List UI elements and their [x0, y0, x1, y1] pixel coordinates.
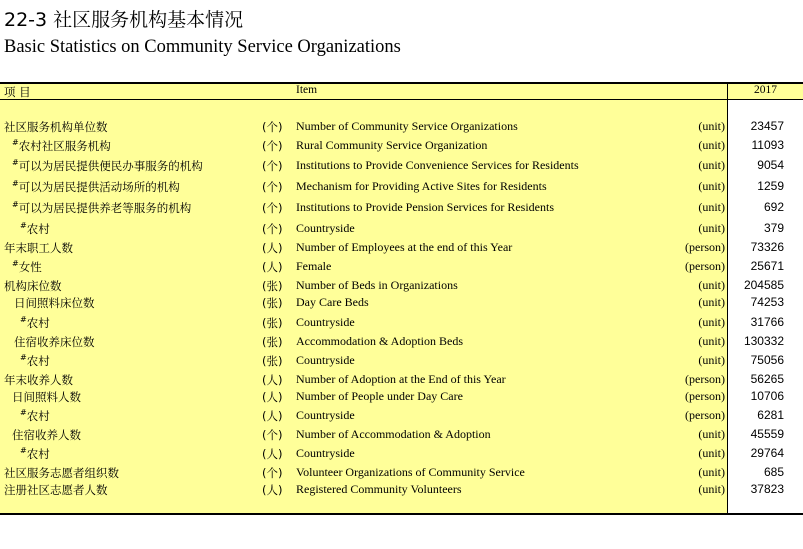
table-row — [0, 221, 803, 237]
table-row — [0, 138, 803, 154]
row-unit-english: (unit) — [698, 446, 725, 460]
subitem-marker: # — [20, 353, 27, 363]
subitem-marker: # — [12, 259, 19, 269]
row-unit-english: (unit) — [698, 315, 725, 329]
row-label-chinese-text: 农村 — [26, 447, 50, 461]
row-label-chinese — [12, 200, 191, 216]
row-label-chinese-text: 农村社区服务机构 — [18, 139, 111, 153]
row-value-2017: 29764 — [750, 446, 784, 460]
table-row — [0, 408, 803, 424]
row-label-chinese-text: 住宿收养人数 — [12, 428, 81, 442]
row-label-english: Number of Adoption at the End of this Year — [296, 372, 506, 386]
row-unit-chinese: (人) — [262, 260, 283, 274]
row-label-chinese — [20, 408, 50, 424]
row-label-chinese — [12, 158, 203, 174]
row-unit-chinese: (个) — [262, 428, 283, 442]
row-label-chinese-text: 日间照料床位数 — [14, 296, 95, 310]
row-unit-english: (unit) — [698, 482, 725, 496]
row-label-english: Countryside — [296, 446, 355, 460]
table-row — [0, 334, 803, 350]
row-label-chinese — [4, 482, 108, 498]
row-unit-chinese: (人) — [262, 483, 283, 497]
row-unit-english: (unit) — [698, 158, 725, 172]
row-unit-chinese: (个) — [262, 222, 283, 236]
row-label-chinese — [12, 138, 111, 154]
subitem-marker: # — [20, 221, 27, 231]
row-label-english: Countryside — [296, 353, 355, 367]
row-unit-chinese: (张) — [262, 279, 283, 293]
row-value-2017: 23457 — [750, 119, 784, 133]
row-label-chinese-text: 住宿收养床位数 — [14, 335, 95, 349]
row-label-chinese — [4, 240, 73, 256]
row-unit-chinese: (人) — [262, 241, 283, 255]
row-label-english: Female — [296, 259, 332, 273]
row-value-2017: 75056 — [750, 353, 784, 367]
row-label-chinese-text: 农村 — [26, 409, 50, 423]
table-header-rule — [0, 99, 803, 100]
row-label-chinese — [12, 389, 81, 405]
header-year: 2017 — [754, 84, 777, 96]
row-label-chinese-text: 日间照料人数 — [12, 390, 81, 404]
subitem-marker: # — [20, 446, 27, 456]
row-label-english: Institutions to Provide Pension Services for Residents — [296, 200, 554, 214]
row-value-2017: 56265 — [750, 372, 784, 386]
row-unit-chinese: (个) — [262, 139, 283, 153]
row-label-chinese-text: 年末收养人数 — [4, 373, 73, 387]
row-label-english: Mechanism for Providing Active Sites for Residents — [296, 179, 547, 193]
row-label-english: Number of Community Service Organizations — [296, 119, 518, 133]
table-row — [0, 179, 803, 195]
row-unit-chinese: (人) — [262, 409, 283, 423]
row-value-2017: 45559 — [750, 427, 784, 441]
row-label-chinese — [12, 179, 180, 195]
row-label-chinese-text: 可以为居民提供便民办事服务的机构 — [18, 159, 203, 173]
row-value-2017: 6281 — [757, 408, 784, 422]
row-unit-english: (person) — [685, 408, 725, 422]
statistics-table — [0, 82, 803, 515]
row-unit-chinese: (张) — [262, 296, 283, 310]
row-unit-english: (unit) — [698, 119, 725, 133]
row-value-2017: 9054 — [757, 158, 784, 172]
row-label-chinese — [4, 119, 108, 135]
row-label-chinese-text: 女性 — [18, 260, 42, 274]
row-unit-chinese: (张) — [262, 316, 283, 330]
row-unit-chinese: (张) — [262, 335, 283, 349]
subitem-marker: # — [12, 158, 19, 168]
table-row — [0, 446, 803, 462]
row-label-chinese-text: 可以为居民提供活动场所的机构 — [18, 180, 180, 194]
row-value-2017: 685 — [763, 465, 784, 479]
row-unit-english: (unit) — [698, 465, 725, 479]
row-value-2017: 73326 — [750, 240, 784, 254]
row-label-chinese-text: 农村 — [26, 316, 50, 330]
table-row — [0, 200, 803, 216]
row-label-chinese — [12, 259, 42, 275]
row-label-english: Countryside — [296, 315, 355, 329]
table-row — [0, 119, 803, 135]
table-row — [0, 372, 803, 388]
row-unit-english: (unit) — [698, 427, 725, 441]
row-label-chinese-text: 年末职工人数 — [4, 241, 73, 255]
table-row — [0, 240, 803, 256]
row-label-chinese — [20, 221, 50, 237]
row-label-english: Number of Employees at the end of this Year — [296, 240, 513, 254]
row-label-chinese-text: 可以为居民提供养老等服务的机构 — [18, 201, 192, 215]
row-label-chinese-text: 注册社区志愿者人数 — [4, 483, 108, 497]
row-value-2017: 130332 — [743, 334, 784, 348]
row-label-english: Registered Community Volunteers — [296, 482, 462, 496]
table-row — [0, 278, 803, 294]
row-value-2017: 25671 — [750, 259, 784, 273]
page-title-english: Basic Statistics on Community Service Organizations — [4, 37, 401, 57]
row-unit-english: (person) — [685, 389, 725, 403]
row-label-english: Rural Community Service Organization — [296, 138, 488, 152]
table-top-rule — [0, 82, 803, 84]
row-label-chinese — [4, 372, 73, 388]
row-value-2017: 1259 — [757, 179, 784, 193]
row-label-english: Volunteer Organizations of Community Service — [296, 465, 525, 479]
row-value-2017: 379 — [763, 221, 784, 235]
row-label-english: Accommodation & Adoption Beds — [296, 334, 463, 348]
row-unit-chinese: (个) — [262, 120, 283, 134]
row-label-chinese — [4, 278, 62, 294]
subitem-marker: # — [12, 200, 19, 210]
table-row — [0, 353, 803, 369]
row-unit-english: (unit) — [698, 278, 725, 292]
table-row — [0, 465, 803, 481]
row-label-chinese — [20, 353, 50, 369]
row-label-english: Countryside — [296, 408, 355, 422]
row-label-chinese-text: 社区服务志愿者组织数 — [4, 466, 119, 480]
row-value-2017: 74253 — [750, 295, 784, 309]
subitem-marker: # — [12, 138, 19, 148]
row-label-chinese-text: 机构床位数 — [4, 279, 62, 293]
row-label-english: Day Care Beds — [296, 295, 369, 309]
table-row — [0, 427, 803, 443]
table-row — [0, 158, 803, 174]
row-unit-chinese: (个) — [262, 201, 283, 215]
row-unit-chinese: (个) — [262, 159, 283, 173]
row-label-chinese — [20, 315, 50, 331]
table-row — [0, 315, 803, 331]
row-unit-english: (unit) — [698, 200, 725, 214]
row-label-english: Number of People under Day Care — [296, 389, 463, 403]
row-label-english: Countryside — [296, 221, 355, 235]
table-row — [0, 389, 803, 405]
row-value-2017: 11093 — [751, 138, 784, 152]
row-unit-chinese: (人) — [262, 373, 283, 387]
row-label-chinese — [14, 334, 95, 350]
header-item-english: Item — [296, 84, 318, 96]
subitem-marker: # — [20, 315, 27, 325]
row-unit-english: (unit) — [698, 334, 725, 348]
row-value-2017: 204585 — [743, 278, 784, 292]
subitem-marker: # — [12, 179, 19, 189]
page-title-chinese: 22-3 社区服务机构基本情况 — [4, 9, 244, 31]
table-row — [0, 259, 803, 275]
row-unit-chinese: (个) — [262, 466, 283, 480]
row-unit-chinese: (个) — [262, 180, 283, 194]
row-label-chinese-text: 社区服务机构单位数 — [4, 120, 108, 134]
row-unit-english: (unit) — [698, 138, 725, 152]
row-label-chinese — [20, 446, 50, 462]
row-label-english: Number of Beds in Organizations — [296, 278, 458, 292]
table-bottom-rule — [0, 513, 803, 515]
row-label-chinese — [12, 427, 81, 443]
row-label-english: Number of Accommodation & Adoption — [296, 427, 491, 441]
row-label-english: Institutions to Provide Convenience Services for Residents — [296, 158, 579, 172]
subitem-marker: # — [20, 408, 27, 418]
row-label-chinese — [14, 295, 95, 311]
row-unit-english: (unit) — [698, 295, 725, 309]
table-row — [0, 482, 803, 498]
row-unit-english: (unit) — [698, 353, 725, 367]
row-unit-english: (person) — [685, 240, 725, 254]
row-unit-chinese: (人) — [262, 447, 283, 461]
row-unit-english: (person) — [685, 259, 725, 273]
row-unit-english: (unit) — [698, 221, 725, 235]
row-unit-chinese: (人) — [262, 390, 283, 404]
row-label-chinese — [4, 465, 119, 481]
row-value-2017: 692 — [763, 200, 784, 214]
row-label-chinese-text: 农村 — [26, 222, 50, 236]
row-unit-chinese: (张) — [262, 354, 283, 368]
row-label-chinese-text: 农村 — [26, 354, 50, 368]
table-row — [0, 295, 803, 311]
row-unit-english: (unit) — [698, 179, 725, 193]
row-value-2017: 37823 — [750, 482, 784, 496]
row-value-2017: 31766 — [750, 315, 784, 329]
header-item-chinese: 项 目 — [4, 85, 31, 99]
row-value-2017: 10706 — [750, 389, 784, 403]
row-unit-english: (person) — [685, 372, 725, 386]
